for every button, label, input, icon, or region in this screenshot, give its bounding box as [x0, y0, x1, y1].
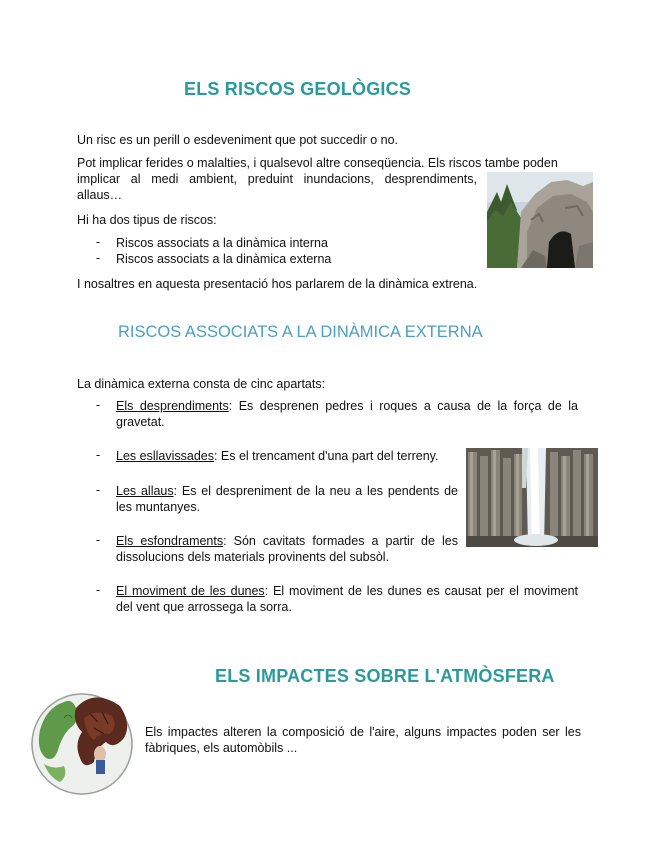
list-dash: - [96, 533, 101, 547]
list-item-description: : El moviment de les dunes es causat per el moviment del vent que arrossega la sorra. [116, 584, 578, 614]
list-item [96, 251, 476, 267]
paragraph-risk-consequences-line3: allaus… [77, 188, 123, 202]
earth-globe-illustration [24, 678, 136, 796]
list-dash: - [96, 398, 101, 412]
paragraph-external-intro: La dinàmica externa consta de cinc apartats: [77, 377, 326, 391]
rock-tunnel-photo [487, 172, 593, 268]
list-item [96, 533, 462, 565]
list-item-description: : Són cavitats formades a partir de les dissolucions dels materials provinents del subsòl. [116, 534, 458, 564]
list-item-text [116, 533, 458, 565]
list-item [96, 398, 582, 430]
section-title-external-dynamics: RISCOS ASSOCIATS A LA DINÀMICA EXTERNA [118, 323, 483, 341]
paragraph-risk-consequences-line2: implicar al medi ambient, preduint inundacions, desprendiments, [77, 172, 477, 186]
paragraph-atmosphere-impacts: Els impactes alteren la composició de l'aire, alguns impactes poden ser les fàbriques, els automòbils ... [145, 725, 581, 755]
waterfall-basalt-photo [466, 448, 598, 547]
section-title-atmosphere-impacts: ELS IMPACTES SOBRE L'ATMÒSFERA [215, 666, 555, 686]
list-item-term: Els esfondraments [116, 534, 224, 548]
list-item [96, 448, 466, 464]
list-item-term: Els desprendiments [116, 399, 229, 413]
list-item-description: : Es el despreniment de la neu a les pendents de les muntanyes. [116, 484, 458, 514]
list-item-term: Les allaus [116, 484, 174, 498]
list-item-text: Riscos associats a la dinàmica externa [116, 252, 332, 266]
list-item [96, 583, 582, 615]
list-item-description: : Es desprenen pedres i roques a causa de la força de la gravetat. [116, 399, 578, 429]
list-item-description: : Es el trencament d'una part del terreny. [213, 449, 439, 463]
list-item-term: Les esllavissades [116, 449, 214, 463]
paragraph-risk-types: Hi ha dos tipus de riscos: [77, 213, 217, 227]
list-dash: - [96, 448, 101, 462]
list-dash: - [96, 235, 101, 249]
paragraph-risk-consequences-line1: Pot implicar ferides o malalties, i qualsevol altre conseqüencia. Els riscos tambe poden [77, 156, 558, 170]
list-item [96, 483, 462, 515]
list-item-text [116, 398, 578, 430]
list-dash: - [96, 483, 101, 497]
list-item-text [116, 483, 458, 515]
list-item [96, 235, 476, 251]
paragraph-presentation-intro: I nosaltres en aquesta presentació hos parlarem de la dinàmica extrena. [77, 277, 478, 291]
list-item-text: Riscos associats a la dinàmica interna [116, 236, 328, 250]
list-item-term: El moviment de les dunes [116, 584, 265, 598]
list-item-text [116, 448, 466, 464]
list-item-text [116, 583, 578, 615]
section-title-geological-risks: ELS RISCOS GEOLÒGICS [184, 79, 412, 99]
list-dash: - [96, 583, 101, 597]
paragraph-risk-definition: Un risc es un perill o esdeveniment que pot succedir o no. [77, 133, 399, 147]
list-dash: - [96, 251, 101, 265]
